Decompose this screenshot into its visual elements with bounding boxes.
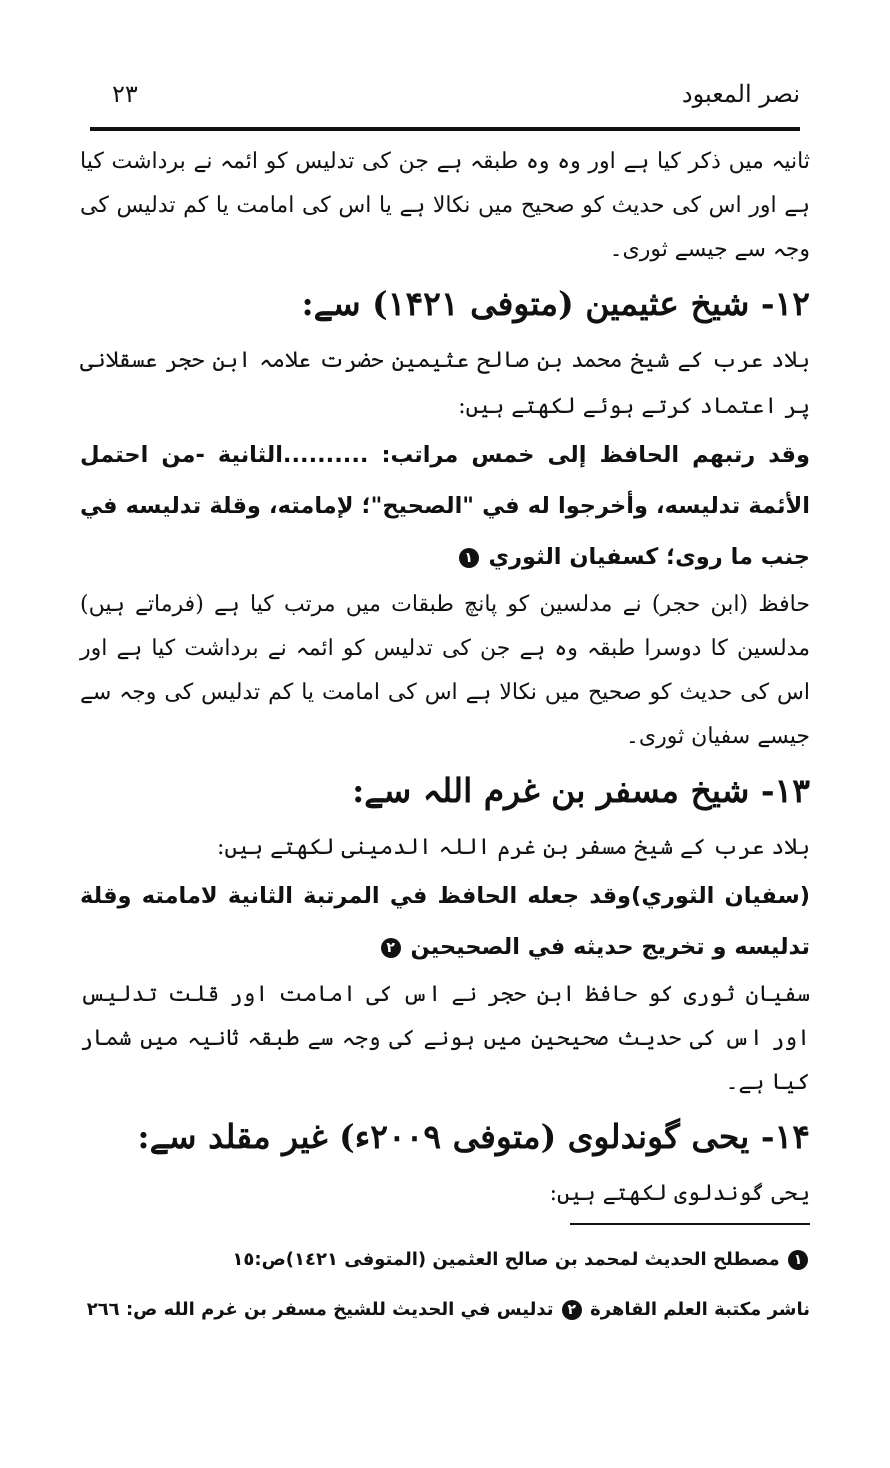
book-title: نصر المعبود (681, 80, 800, 108)
paragraph-translation-1: حافظ (ابن حجر) نے مدلسین کو پانچ طبقات میں مرتب کیا ہے (فرماتے ہیں) مدلسین کا دوسرا طبقہ وہ ہے جن کی تدلیس کو ائمہ نے برداشت کیا ہے اور اس کی حدیث کو صحیح میں نکالا ہے اس کی امامت یا کم تدلیس کی وجہ سے جیسے سفیان ثوری۔ (80, 592, 810, 749)
page-header (90, 76, 800, 124)
paragraph-gondalvi-intro: یحی گوندلوی لکھتے ہیں: (549, 1181, 810, 1206)
paragraph-translation-2: سفیان ثوری کو حافظ ابن حجر نے اس کی امامت اور قلت تدلیس اور اس کی حدیث صحیحین میں ہونے کی وجہ سے طبقہ ثانیہ میں شمار کیا ہے۔ (80, 982, 810, 1095)
footnote-1-text: مصطلح الحديث لمحمد بن صالح العثمين (المتوفى ١٤٢١)ص:١٥ (232, 1249, 780, 1270)
heading-12: ۱۲- شیخ عثیمین (متوفی ۱۴۲۱) سے: (301, 284, 810, 323)
heading-14: ۱۴- یحی گوندلوی (متوفی ۲۰۰۹ء) غیر مقلد سے: (137, 1117, 810, 1156)
footnote-2-text: تدليس في الحديث للشيخ مسفر بن غرم الله ص: ٢٦٦ (86, 1299, 554, 1320)
footnote-1 (80, 1235, 810, 1285)
heading-13: ۱۳- شیخ مسفر بن غرم اللہ سے: (352, 771, 810, 810)
arabic-quote-2 (80, 871, 810, 973)
footnote-2-marker: ۲ (562, 1300, 582, 1320)
arabic-quote-1-text: وقد رتبهم الحافظ إلى خمس مراتب: ..........الثانية -من احتمل الأئمة تدليسه، وأخرجوا له في "الصحيح"؛ لإمامته، وقلة تدليسه في جنب ما روى؛ كسفيان الثوري (80, 442, 810, 570)
page-body (80, 140, 810, 1335)
footnote-marker-1[interactable]: ۱ (459, 548, 479, 568)
paragraph-continuation: ثانیہ میں ذکر کیا ہے اور وہ وہ طبقہ ہے جن کی تدلیس کو ائمہ نے برداشت کیا ہے اور اس کی حدیث کو صحیح میں نکالا ہے یا اس کی امامت یا کم تدلیس کی وجہ سے جیسے ثوری۔ (80, 149, 810, 262)
footnotes (80, 1235, 810, 1335)
header-rule (90, 127, 800, 131)
footnote-1-marker: ۱ (788, 1250, 808, 1270)
page-number: ۲۳ (112, 80, 138, 108)
arabic-quote-2-text: (سفيان الثوري)وقد جعله الحافظ في المرتبة الثانية لامامته وقلة تدليسه و تخريج حديثه في الصحيحين (80, 883, 810, 960)
arabic-quote-1 (80, 430, 810, 583)
footnote-1-publisher: ناشر مكتبة العلم القاهرة (590, 1299, 810, 1320)
footnote-rule (570, 1223, 810, 1225)
footnote-2-line (80, 1285, 810, 1335)
paragraph-musfir-intro: بلاد عرب کے شیخ مسفر بن غرم اللہ الدمینی لکھتے ہیں: (217, 835, 810, 860)
paragraph-uthaymin-intro: بلاد عرب کے شیخ محمد بن صالح عثیمین حضرت علامہ ابن حجر عسقلانی پر اعتماد کرتے ہوئے لکھتے ہیں: (80, 348, 810, 419)
footnote-marker-2[interactable]: ۲ (381, 938, 401, 958)
